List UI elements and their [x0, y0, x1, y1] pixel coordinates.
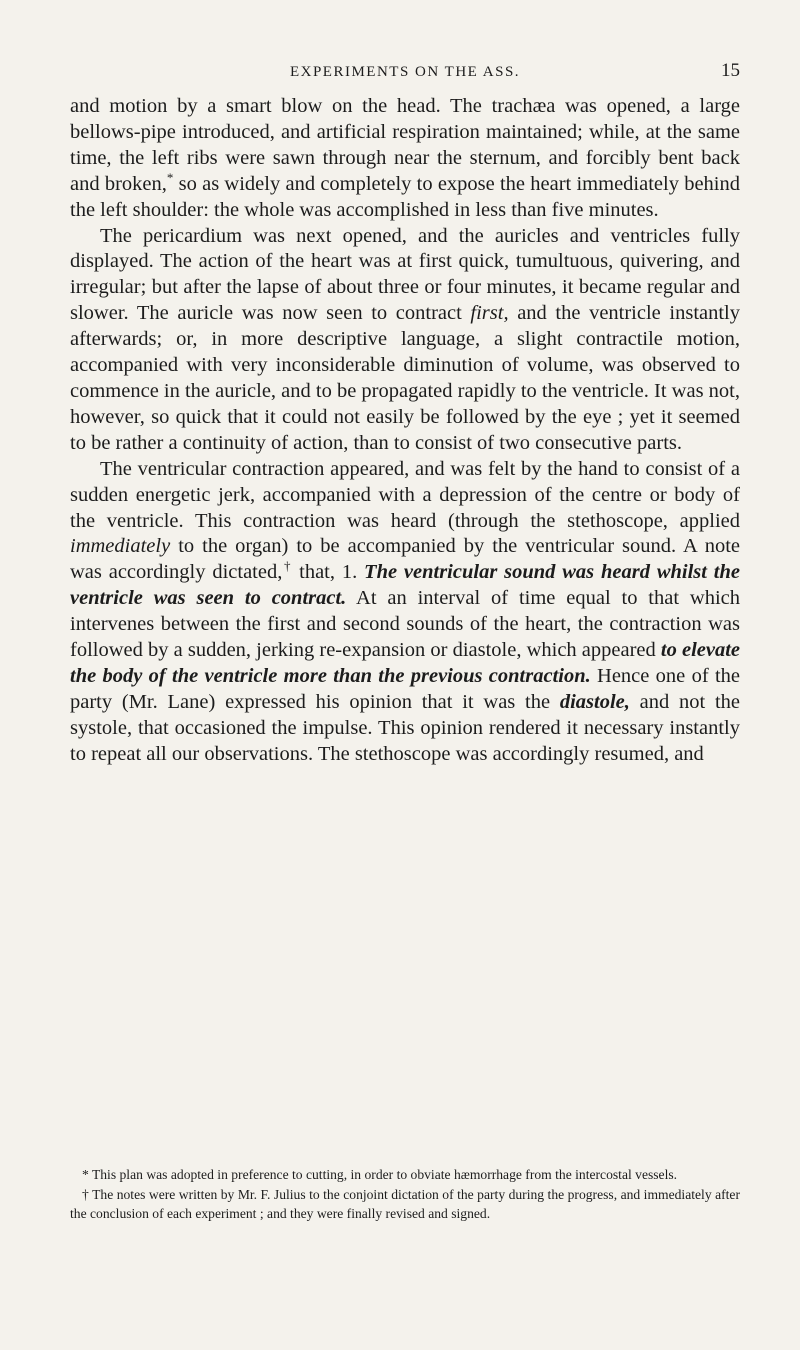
paragraph-2 — [70, 224, 740, 457]
running-title: EXPERIMENTS ON THE ASS. — [289, 64, 521, 80]
footnote-1-text: This plan was adopted in preference to cutting, in order to obviate hæmorrhage from the intercostal vessels. — [88, 1167, 678, 1182]
paragraph-3-text-c: that, 1. — [292, 561, 365, 584]
emphasis-diastole: diastole, — [559, 690, 630, 713]
footnote-2-text: The notes were written by Mr. F. Julius to the conjoint dictation of the party during the progress, and immediately after the conclusion of each experiment ; and they were finally revised and signed. — [70, 1186, 740, 1221]
paragraph-3-text-a: The ventricular contraction appeared, and was felt by the hand to consist of a sudden energetic jerk, accompanied with a depression of the centre or body of the ventricle. This contraction was heard (through the stethoscope, applied — [70, 457, 740, 532]
footnote-2 — [70, 1185, 740, 1224]
footnote-1 — [70, 1165, 740, 1185]
paragraph-1 — [70, 94, 740, 224]
paragraph-3-text-f: and not the systole, that occasioned the impulse. This opinion rendered it necessary instantly to repeat all our observations. The stethoscope was accordingly resumed, and — [70, 690, 740, 765]
paragraph-3-text-b: to the organ) to be accompanied by the ventricular sound. A note was accordingly dictated, — [70, 535, 740, 584]
emphasis-ventricular-sound-note: The ventricular sound was heard whilst the ventricle was seen to contract. — [70, 561, 740, 610]
paragraph-1-text-a: and motion by a smart blow on the head. The trachæa was opened, a large bellows-pipe introduced, and artificial respiration maintained; while, at the same time, the left ribs were sawn through near the sternum, and forcibly bent back and broken, — [70, 95, 740, 195]
footnote-ref-dagger: † — [282, 558, 293, 574]
page-number: 15 — [721, 60, 740, 81]
paragraph-3-text-d: At an interval of time equal to that which intervenes between the first and second sounds of the heart, the contraction was followed by a sudden, jerking re-expansion or diastole, which appeared — [70, 587, 740, 662]
paragraph-1-text-b: so as widely and completely to expose the heart immediately behind the left shoulder: the whole was accomplished in less than five minutes. — [70, 172, 740, 221]
paragraph-3 — [70, 457, 740, 768]
footnote-ref-asterisk: * — [166, 169, 174, 185]
footnote-2-mark: † — [82, 1186, 89, 1202]
emphasis-immediately: immediately — [70, 535, 171, 558]
paragraph-2-text-b: and the ventricle instantly afterwards; or, in more descriptive language, a slight contractile motion, accompanied with very inconsiderable diminution of volume, was observed to commence in the auricle, and to be propagated rapidly to the ventricle. It was not, however, so quick that it could not easily be followed by the eye ; yet it seemed to be rather a continuity of action, than to consist of two consecutive parts. — [70, 302, 740, 454]
paragraph-2-text-a: The pericardium was next opened, and the auricles and ventricles fully displayed. The action of the heart was at first quick, tumultuous, quivering, and irregular; but after the lapse of about three or four minutes, it became regular and slower. The auricle was now seen to contract — [70, 224, 740, 325]
body-text — [70, 94, 740, 768]
footnotes — [70, 1165, 740, 1224]
footnote-1-mark: * — [82, 1167, 89, 1182]
running-head — [70, 60, 740, 86]
emphasis-first: first, — [470, 302, 509, 325]
paragraph-3-text-e: Hence one of the party (Mr. Lane) expressed his opinion that it was the — [70, 664, 740, 713]
emphasis-elevate-body: to elevate the body of the ventricle more than the previous contraction. — [70, 639, 741, 687]
